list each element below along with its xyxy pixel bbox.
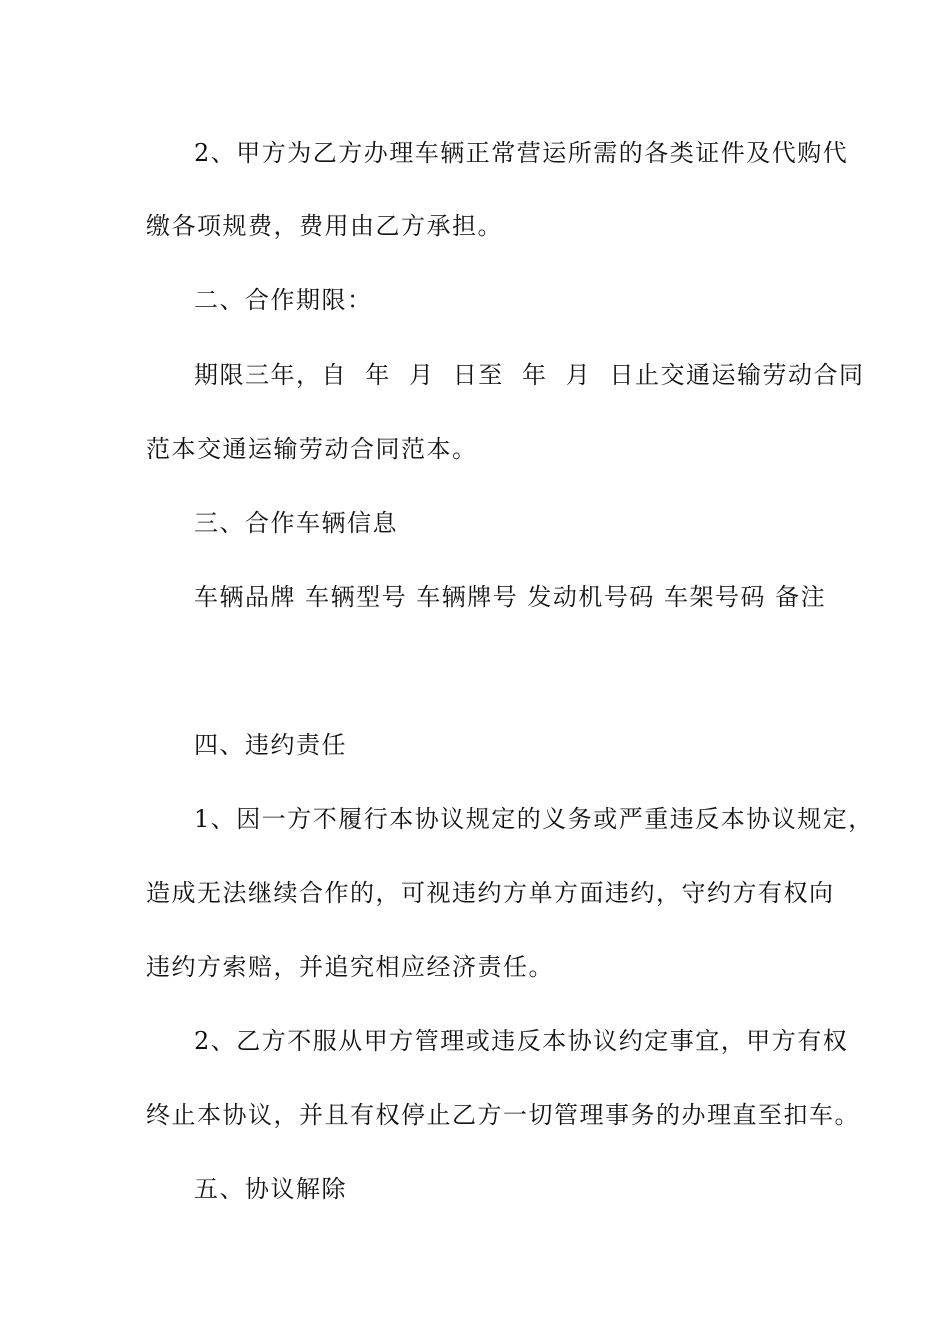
paragraph-liability-1-line-3: 违约方索赔，并追究相应经济责任。 <box>146 953 554 981</box>
section-heading-vehicle-info: 三、合作车辆信息 <box>194 509 398 537</box>
section-heading-cooperation-period: 二、合作期限： <box>194 286 373 314</box>
paragraph-clause-2-line-1: 2、甲方为乙方办理车辆正常营运所需的各类证件及代购代 <box>194 139 849 167</box>
section-heading-liability: 四、违约责任 <box>194 731 347 759</box>
paragraph-period-line-1: 期限三年，自 年 月 日至 年 月 日止交通运输劳动合同 <box>194 361 865 389</box>
paragraph-liability-1-line-2: 造成无法继续合作的，可视违约方单方面违约，守约方有权向 <box>146 879 835 907</box>
paragraph-clause-2-line-2: 缴各项规费，费用由乙方承担。 <box>146 212 503 240</box>
paragraph-liability-2-line-2: 终止本协议，并且有权停止乙方一切管理事务的办理直至扣车。 <box>146 1101 860 1129</box>
paragraph-period-line-2: 范本交通运输劳动合同范本。 <box>146 435 478 463</box>
paragraph-liability-1-line-1: 1、因一方不履行本协议规定的义务或严重违反本协议规定， <box>194 805 874 833</box>
vehicle-info-columns: 车辆品牌 车辆型号 车辆牌号 发动机号码 车架号码 备注 <box>194 583 827 611</box>
paragraph-liability-2-line-1: 2、乙方不服从甲方管理或违反本协议约定事宜，甲方有权 <box>194 1027 849 1055</box>
section-heading-termination: 五、协议解除 <box>194 1175 347 1203</box>
